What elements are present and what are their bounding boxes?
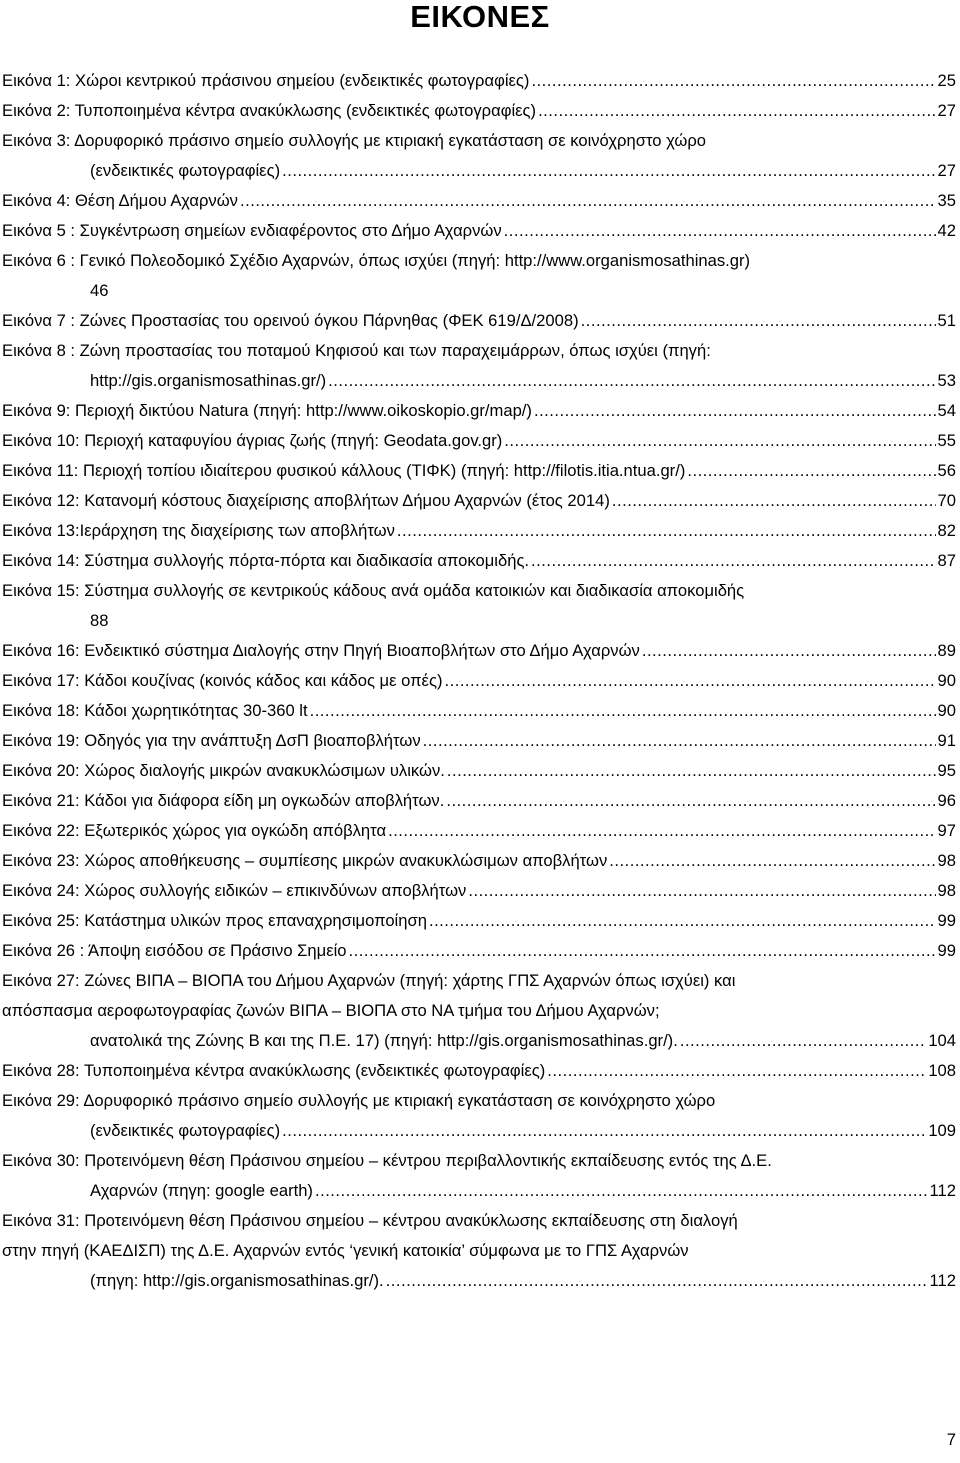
toc-entry-text: Εικόνα 21: Κάδοι για διάφορα είδη μη ογκωδών αποβλήτων. bbox=[2, 791, 445, 810]
toc-entry-text: Εικόνα 14: Σύστημα συλλογής πόρτα-πόρτα και διαδικασία αποκομιδής. bbox=[2, 551, 530, 570]
dot-leader bbox=[446, 786, 935, 816]
toc-entry-text: Εικόνα 6 : Γενικό Πολεοδομικό Σχέδιο Αχαρνών, όπως ισχύει (πηγή: http://www.organismosathinas.gr) bbox=[2, 251, 751, 270]
toc-entry-last-line bbox=[2, 516, 956, 546]
dot-leader bbox=[531, 546, 935, 576]
toc-entry-last-line bbox=[2, 726, 956, 756]
toc-entry-page: 98 bbox=[937, 851, 956, 870]
toc-entry[interactable] bbox=[2, 66, 956, 96]
dot-leader bbox=[444, 666, 935, 696]
dot-leader bbox=[429, 906, 936, 936]
toc-entry-last-line bbox=[90, 276, 956, 306]
toc-entry[interactable] bbox=[2, 786, 956, 816]
toc-entry-last-line bbox=[90, 366, 956, 396]
toc-entry[interactable] bbox=[2, 1056, 956, 1086]
dot-leader bbox=[423, 726, 936, 756]
toc-entry-page: 90 bbox=[937, 671, 956, 690]
page-number: 7 bbox=[946, 1430, 956, 1449]
toc-entry[interactable] bbox=[2, 876, 956, 906]
page-title: ΕΙΚΟΝΕΣ bbox=[410, 0, 550, 34]
toc-entry-text: Εικόνα 1: Χώροι κεντρικού πράσινου σημείου (ενδεικτικές φωτογραφίες) bbox=[2, 71, 530, 90]
toc-entry-last-line bbox=[2, 546, 956, 576]
dot-leader bbox=[531, 66, 935, 96]
dot-leader bbox=[388, 816, 935, 846]
toc-entry-text: Εικόνα 17: Κάδοι κουζίνας (κοινός κάδος και κάδος με οπές) bbox=[2, 671, 443, 690]
dot-leader bbox=[680, 1026, 926, 1056]
toc-entry[interactable] bbox=[2, 486, 956, 516]
toc-entry-text: Εικόνα 15: Σύστημα συλλογής σε κεντρικούς κάδους ανά ομάδα κατοικιών και διαδικασία αποκομιδής bbox=[2, 581, 745, 600]
toc-entry-text: Εικόνα 31: Προτεινόμενη θέση Πράσινου σημείου – κέντρου ανακύκλωσης εκπαίδευσης στη διαλογή bbox=[2, 1211, 738, 1230]
dot-leader bbox=[534, 396, 936, 426]
toc-entry-page: 104 bbox=[928, 1031, 956, 1050]
toc-entry-page: 89 bbox=[937, 641, 956, 660]
toc-entry-page: 27 bbox=[937, 101, 956, 120]
dot-leader bbox=[609, 846, 935, 876]
toc-entry[interactable] bbox=[2, 1206, 956, 1296]
toc-entry-page: 108 bbox=[928, 1061, 956, 1080]
dot-leader bbox=[282, 1116, 926, 1146]
toc-entry[interactable] bbox=[2, 246, 956, 306]
toc-entry-page: 98 bbox=[937, 881, 956, 900]
toc-entry-text: Αχαρνών (πηγη: google earth) bbox=[90, 1181, 313, 1200]
toc-entry[interactable] bbox=[2, 696, 956, 726]
toc-entry-text: απόσπασμα αεροφωτογραφίας ζωνών ΒΙΠΑ – ΒΙΟΠΑ στο ΝΑ τμήμα του Δήμου Αχαρνών; bbox=[2, 1001, 660, 1020]
toc-entry-page: 54 bbox=[937, 401, 956, 420]
dot-leader bbox=[468, 876, 935, 906]
toc-entry-text: Εικόνα 12: Κατανομή κόστους διαχείρισης αποβλήτων Δήμου Αχαρνών (έτος 2014) bbox=[2, 491, 610, 510]
toc-entry-text: Εικόνα 27: Ζώνες ΒΙΠΑ – ΒΙΟΠΑ του Δήμου Αχαρνών (πηγή: χάρτης ΓΠΣ Αχαρνών όπως ισχύει) και bbox=[2, 971, 736, 990]
dot-leader bbox=[687, 456, 935, 486]
dot-leader bbox=[642, 636, 936, 666]
toc-entry-last-line bbox=[2, 936, 956, 966]
table-of-figures bbox=[2, 66, 956, 1296]
toc-entry[interactable] bbox=[2, 1086, 956, 1146]
toc-entry[interactable] bbox=[2, 306, 956, 336]
toc-entry[interactable] bbox=[2, 396, 956, 426]
toc-entry-text: Εικόνα 11: Περιοχή τοπίου ιδιαίτερου φυσικού κάλλους (ΤΙΦΚ) (πηγή: http://filotis.itia.ntua.gr/) bbox=[2, 461, 686, 480]
toc-entry-page: 99 bbox=[937, 911, 956, 930]
toc-entry[interactable] bbox=[2, 216, 956, 246]
toc-entry[interactable] bbox=[2, 666, 956, 696]
dot-leader bbox=[547, 1056, 926, 1086]
dot-leader bbox=[386, 1266, 928, 1296]
toc-entry-last-line bbox=[2, 96, 956, 126]
toc-entry[interactable] bbox=[2, 126, 956, 186]
toc-entry-text: Εικόνα 16: Ενδεικτικό σύστημα Διαλογής στην Πηγή Βιοαποβλήτων στο Δήμο Αχαρνών bbox=[2, 641, 640, 660]
toc-entry-page: 99 bbox=[937, 941, 956, 960]
toc-entry-last-line bbox=[2, 486, 956, 516]
toc-entry[interactable] bbox=[2, 966, 956, 1056]
dot-leader bbox=[349, 936, 936, 966]
toc-entry-last-line bbox=[2, 1056, 956, 1086]
toc-entry-last-line bbox=[2, 636, 956, 666]
toc-entry[interactable] bbox=[2, 186, 956, 216]
toc-entry[interactable] bbox=[2, 726, 956, 756]
toc-entry-page: 25 bbox=[937, 71, 956, 90]
toc-entry-page: 88 bbox=[90, 611, 109, 630]
toc-entry-last-line bbox=[90, 606, 956, 636]
toc-entry[interactable] bbox=[2, 846, 956, 876]
toc-entry-last-line bbox=[90, 156, 956, 186]
dot-leader bbox=[310, 696, 936, 726]
toc-entry-text: Εικόνα 18: Κάδοι χωρητικότητας 30-360 lt bbox=[2, 701, 308, 720]
toc-entry-last-line bbox=[2, 456, 956, 486]
dot-leader bbox=[240, 186, 936, 216]
toc-entry-page: 96 bbox=[937, 791, 956, 810]
toc-entry-last-line bbox=[2, 696, 956, 726]
toc-entry-last-line bbox=[90, 1116, 956, 1146]
toc-entry[interactable] bbox=[2, 576, 956, 636]
toc-entry-page: 70 bbox=[937, 491, 956, 510]
toc-entry-last-line bbox=[2, 186, 956, 216]
toc-entry-page: 90 bbox=[937, 701, 956, 720]
toc-entry[interactable] bbox=[2, 546, 956, 576]
toc-entry-page: 112 bbox=[929, 1271, 956, 1290]
toc-entry-text: Εικόνα 26 : Άποψη εισόδου σε Πράσινο Σημείο bbox=[2, 941, 347, 960]
dot-leader bbox=[504, 426, 935, 456]
toc-entry-page: 109 bbox=[928, 1121, 956, 1140]
dot-leader bbox=[282, 156, 935, 186]
toc-entry-last-line bbox=[2, 666, 956, 696]
toc-entry[interactable] bbox=[2, 426, 956, 456]
toc-entry-text: Εικόνα 28: Τυποποιημένα κέντρα ανακύκλωσης (ενδεικτικές φωτογραφίες) bbox=[2, 1061, 546, 1080]
toc-entry-page: 55 bbox=[937, 431, 956, 450]
dot-leader bbox=[315, 1176, 928, 1206]
toc-entry-page: 95 bbox=[937, 761, 956, 780]
toc-entry-text: (ενδεικτικές φωτογραφίες) bbox=[90, 161, 281, 180]
toc-entry[interactable] bbox=[2, 456, 956, 486]
dot-leader bbox=[328, 366, 935, 396]
toc-entry[interactable] bbox=[2, 516, 956, 546]
toc-entry-page: 35 bbox=[937, 191, 956, 210]
toc-entry-text: Εικόνα 22: Εξωτερικός χώρος για ογκώδη απόβλητα bbox=[2, 821, 387, 840]
toc-entry[interactable] bbox=[2, 906, 956, 936]
toc-entry-text: Εικόνα 7 : Ζώνες Προστασίας του ορεινού όγκου Πάρνηθας (ΦΕΚ 619/Δ/2008) bbox=[2, 311, 579, 330]
toc-entry-text: Εικόνα 13:Ιεράρχηση της διαχείρισης των αποβλήτων bbox=[2, 521, 395, 540]
toc-entry-last-line bbox=[2, 306, 956, 336]
toc-entry-last-line bbox=[2, 816, 956, 846]
toc-entry-text: Εικόνα 3: Δορυφορικό πράσινο σημείο συλλογής με κτιριακή εγκατάσταση σε κοινόχρηστο χώρο bbox=[2, 131, 707, 150]
toc-entry-text: Εικόνα 23: Χώρος αποθήκευσης – συμπίεσης μικρών ανακυκλώσιμων αποβλήτων bbox=[2, 851, 608, 870]
toc-entry-page: 56 bbox=[937, 461, 956, 480]
toc-entry-text: Εικόνα 4: Θέση Δήμου Αχαρνών bbox=[2, 191, 238, 210]
toc-entry-last-line bbox=[2, 216, 956, 246]
toc-entry-page: 82 bbox=[937, 521, 956, 540]
toc-entry-last-line bbox=[2, 756, 956, 786]
toc-entry-page: 87 bbox=[937, 551, 956, 570]
toc-entry-page: 53 bbox=[937, 371, 956, 390]
dot-leader bbox=[581, 306, 936, 336]
toc-entry-text: Εικόνα 25: Κατάστημα υλικών προς επαναχρησιμοποίηση bbox=[2, 911, 427, 930]
toc-entry-page: 42 bbox=[937, 221, 956, 240]
toc-entry-last-line bbox=[2, 396, 956, 426]
toc-entry-text: (ενδεικτικές φωτογραφίες) bbox=[90, 1121, 281, 1140]
toc-entry-text: Εικόνα 24: Χώρος συλλογής ειδικών – επικινδύνων αποβλήτων bbox=[2, 881, 467, 900]
dot-leader bbox=[397, 516, 936, 546]
toc-entry-text: Εικόνα 2: Τυποποιημένα κέντρα ανακύκλωσης (ενδεικτικές φωτογραφίες) bbox=[2, 101, 537, 120]
toc-entry-last-line bbox=[2, 786, 956, 816]
dot-leader bbox=[612, 486, 936, 516]
toc-entry-text: (πηγη: http://gis.organismosathinas.gr/). bbox=[90, 1271, 384, 1290]
toc-entry-last-line bbox=[2, 66, 956, 96]
dot-leader bbox=[447, 756, 936, 786]
toc-entry-text: Εικόνα 19: Οδηγός για την ανάπτυξη ΔσΠ βιοαποβλήτων bbox=[2, 731, 421, 750]
toc-entry-last-line bbox=[90, 1176, 956, 1206]
toc-entry-page: 112 bbox=[929, 1181, 956, 1200]
toc-entry-page: 27 bbox=[937, 161, 956, 180]
toc-entry-text: Εικόνα 20: Χώρος διαλογής μικρών ανακυκλώσιμων υλικών. bbox=[2, 761, 445, 780]
toc-entry-last-line bbox=[2, 426, 956, 456]
toc-entry[interactable] bbox=[2, 636, 956, 666]
toc-entry-text: Εικόνα 29: Δορυφορικό πράσινο σημείο συλλογής με κτιριακή εγκατάσταση σε κοινόχρηστο χώρο bbox=[2, 1091, 716, 1110]
toc-entry-text: ανατολικά της Ζώνης Β και της Π.Ε. 17) (πηγή: http://gis.organismosathinas.gr/). bbox=[90, 1031, 678, 1050]
toc-entry[interactable] bbox=[2, 1146, 956, 1206]
dot-leader bbox=[504, 216, 936, 246]
toc-entry-text: Εικόνα 10: Περιοχή καταφυγίου άγριας ζωής (πηγή: Geodata.gov.gr) bbox=[2, 431, 503, 450]
dot-leader bbox=[538, 96, 935, 126]
toc-entry-text: Εικόνα 8 : Ζώνη προστασίας του ποταμού Κηφισού και των παραχειμάρρων, όπως ισχύει (πηγή: bbox=[2, 341, 711, 360]
toc-entry-last-line bbox=[2, 906, 956, 936]
toc-entry[interactable] bbox=[2, 336, 956, 396]
toc-entry-page: 46 bbox=[90, 281, 109, 300]
toc-entry[interactable] bbox=[2, 816, 956, 846]
toc-entry[interactable] bbox=[2, 936, 956, 966]
toc-entry-page: 51 bbox=[937, 311, 956, 330]
toc-entry-text: http://gis.organismosathinas.gr/) bbox=[90, 371, 327, 390]
toc-entry-last-line bbox=[90, 1266, 956, 1296]
toc-entry-page: 91 bbox=[937, 731, 956, 750]
toc-entry-last-line bbox=[90, 1026, 956, 1056]
toc-entry-text: Εικόνα 9: Περιοχή δικτύου Natura (πηγή: http://www.oikoskopio.gr/map/) bbox=[2, 401, 532, 420]
toc-entry[interactable] bbox=[2, 96, 956, 126]
toc-entry[interactable] bbox=[2, 756, 956, 786]
toc-entry-page: 97 bbox=[937, 821, 956, 840]
toc-entry-text: Εικόνα 30: Προτεινόμενη θέση Πράσινου σημείου – κέντρου περιβαλλοντικής εκπαίδευσης εντός της Δ.Ε. bbox=[2, 1151, 772, 1170]
toc-entry-text: Εικόνα 5 : Συγκέντρωση σημείων ενδιαφέροντος στο Δήμο Αχαρνών bbox=[2, 221, 502, 240]
toc-entry-text: στην πηγή (ΚΑΕΔΙΣΠ) της Δ.Ε. Αχαρνών εντός ‘γενική κατοικία’ σύμφωνα με το ΓΠΣ Αχαρνών bbox=[2, 1241, 689, 1260]
toc-entry-last-line bbox=[2, 876, 956, 906]
toc-entry-last-line bbox=[2, 846, 956, 876]
